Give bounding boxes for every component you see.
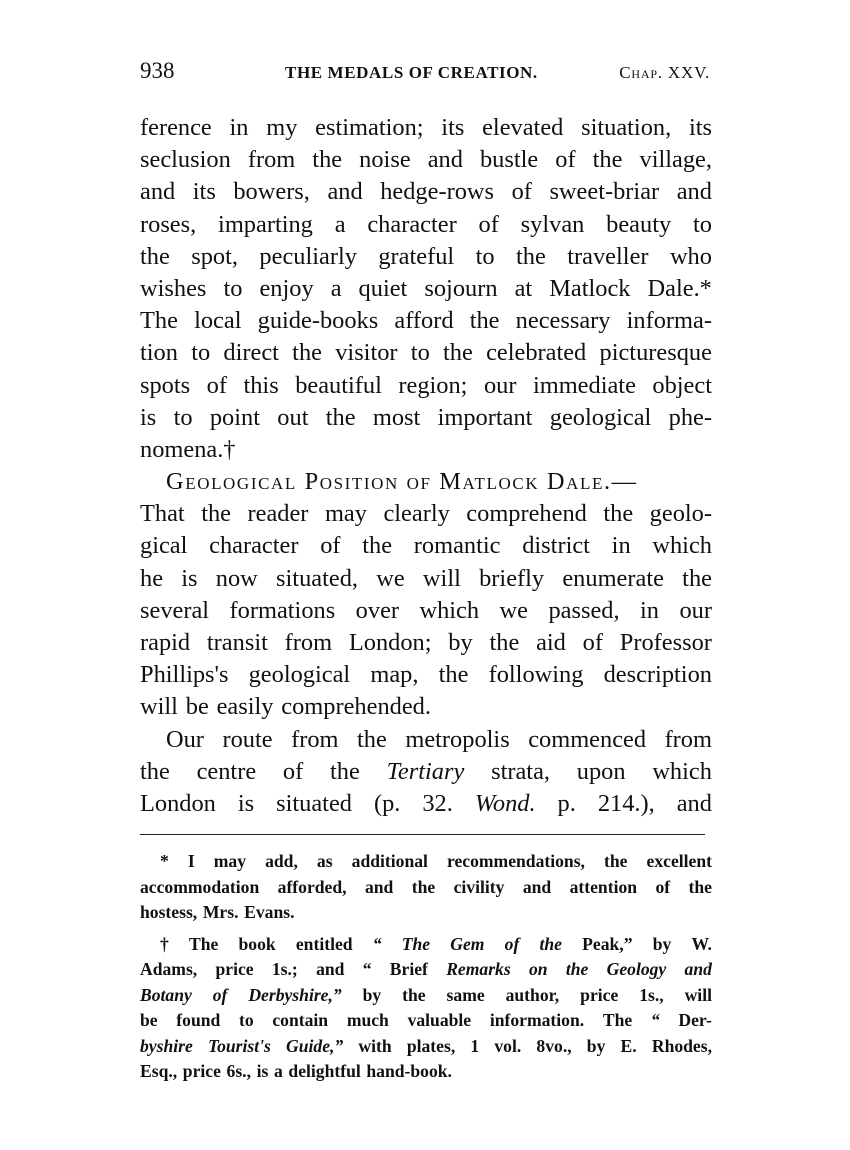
footnotes: [140, 849, 712, 1085]
text-line: rapid transit from London; by the aid of Professor: [140, 629, 712, 656]
text-line: London is situated (p. 32. Wond. p. 214.), and: [140, 789, 712, 817]
text-line: wishes to enjoy a quiet sojourn at Matlock Dale.*: [140, 274, 712, 302]
footnote-line: accommodation afforded, and the civility and attention of the: [140, 876, 712, 897]
footnote-line: Adams, price 1s.; and “ Brief Remarks on the Geology and: [140, 959, 712, 980]
footnote-line: byshire Tourist's Guide,” with plates, 1 vol. 8vo., by E. Rhodes,: [140, 1035, 712, 1056]
text-line: the centre of the Tertiary strata, upon which: [140, 757, 712, 785]
footnote-line: Botany of Derbyshire,” by the same author, price 1s., will: [140, 984, 712, 1005]
paragraph: [140, 724, 712, 821]
chapter-label: Chap. XXV.: [619, 63, 710, 82]
text-line: nomena.†: [140, 435, 236, 463]
section-heading: Geological Position of Matlock Dale.—: [166, 468, 638, 496]
paragraph: [140, 112, 712, 466]
text-line: That the reader may clearly comprehend the geolo-: [140, 500, 712, 528]
page-number: 938: [140, 58, 175, 83]
text-line: Phillips's geological map, the following description: [140, 661, 712, 689]
book-page: [140, 58, 712, 1085]
running-head: [140, 58, 712, 92]
footnote-line: be found to contain much valuable information. The “ Der-: [140, 1010, 712, 1031]
text-line: Our route from the metropolis commenced from: [166, 725, 712, 753]
footnote-line: Esq., price 6s., is a delightful hand-book.: [140, 1061, 452, 1082]
footnote-line: † The book entitled “ The Gem of the Peak,” by W.: [160, 933, 712, 954]
text-line: is to point out the most important geological phe-: [140, 403, 712, 431]
text-line: The local guide-books afford the necessary informa-: [140, 307, 712, 335]
footnote: [140, 849, 712, 926]
footnote: [140, 932, 712, 1085]
text-line: several formations over which we passed, in our: [140, 596, 712, 624]
text-line: and its bowers, and hedge-rows of sweet-briar and: [140, 178, 712, 206]
text-line: will be easily comprehended.: [140, 693, 431, 721]
text-line: gical character of the romantic district in which: [140, 532, 712, 560]
text-line: he is now situated, we will briefly enumerate the: [140, 564, 712, 592]
running-title: THE MEDALS OF CREATION.: [285, 63, 538, 82]
text-line: tion to direct the visitor to the celebrated picturesque: [140, 339, 712, 367]
text-line: ference in my estimation; its elevated situation, its: [140, 114, 712, 141]
paragraph: [140, 498, 712, 723]
footnote-line: * I may add, as additional recommendations, the excellent: [160, 851, 712, 872]
body-text: [140, 112, 712, 820]
text-line: the spot, peculiarly grateful to the traveller who: [140, 242, 712, 270]
text-line: seclusion from the noise and bustle of the village,: [140, 146, 712, 174]
footnote-line: hostess, Mrs. Evans.: [140, 902, 295, 923]
section-heading-line: [140, 466, 712, 498]
footnote-rule: [140, 834, 705, 835]
text-line: spots of this beautiful region; our immediate object: [140, 371, 712, 399]
text-line: roses, imparting a character of sylvan beauty to: [140, 210, 712, 238]
